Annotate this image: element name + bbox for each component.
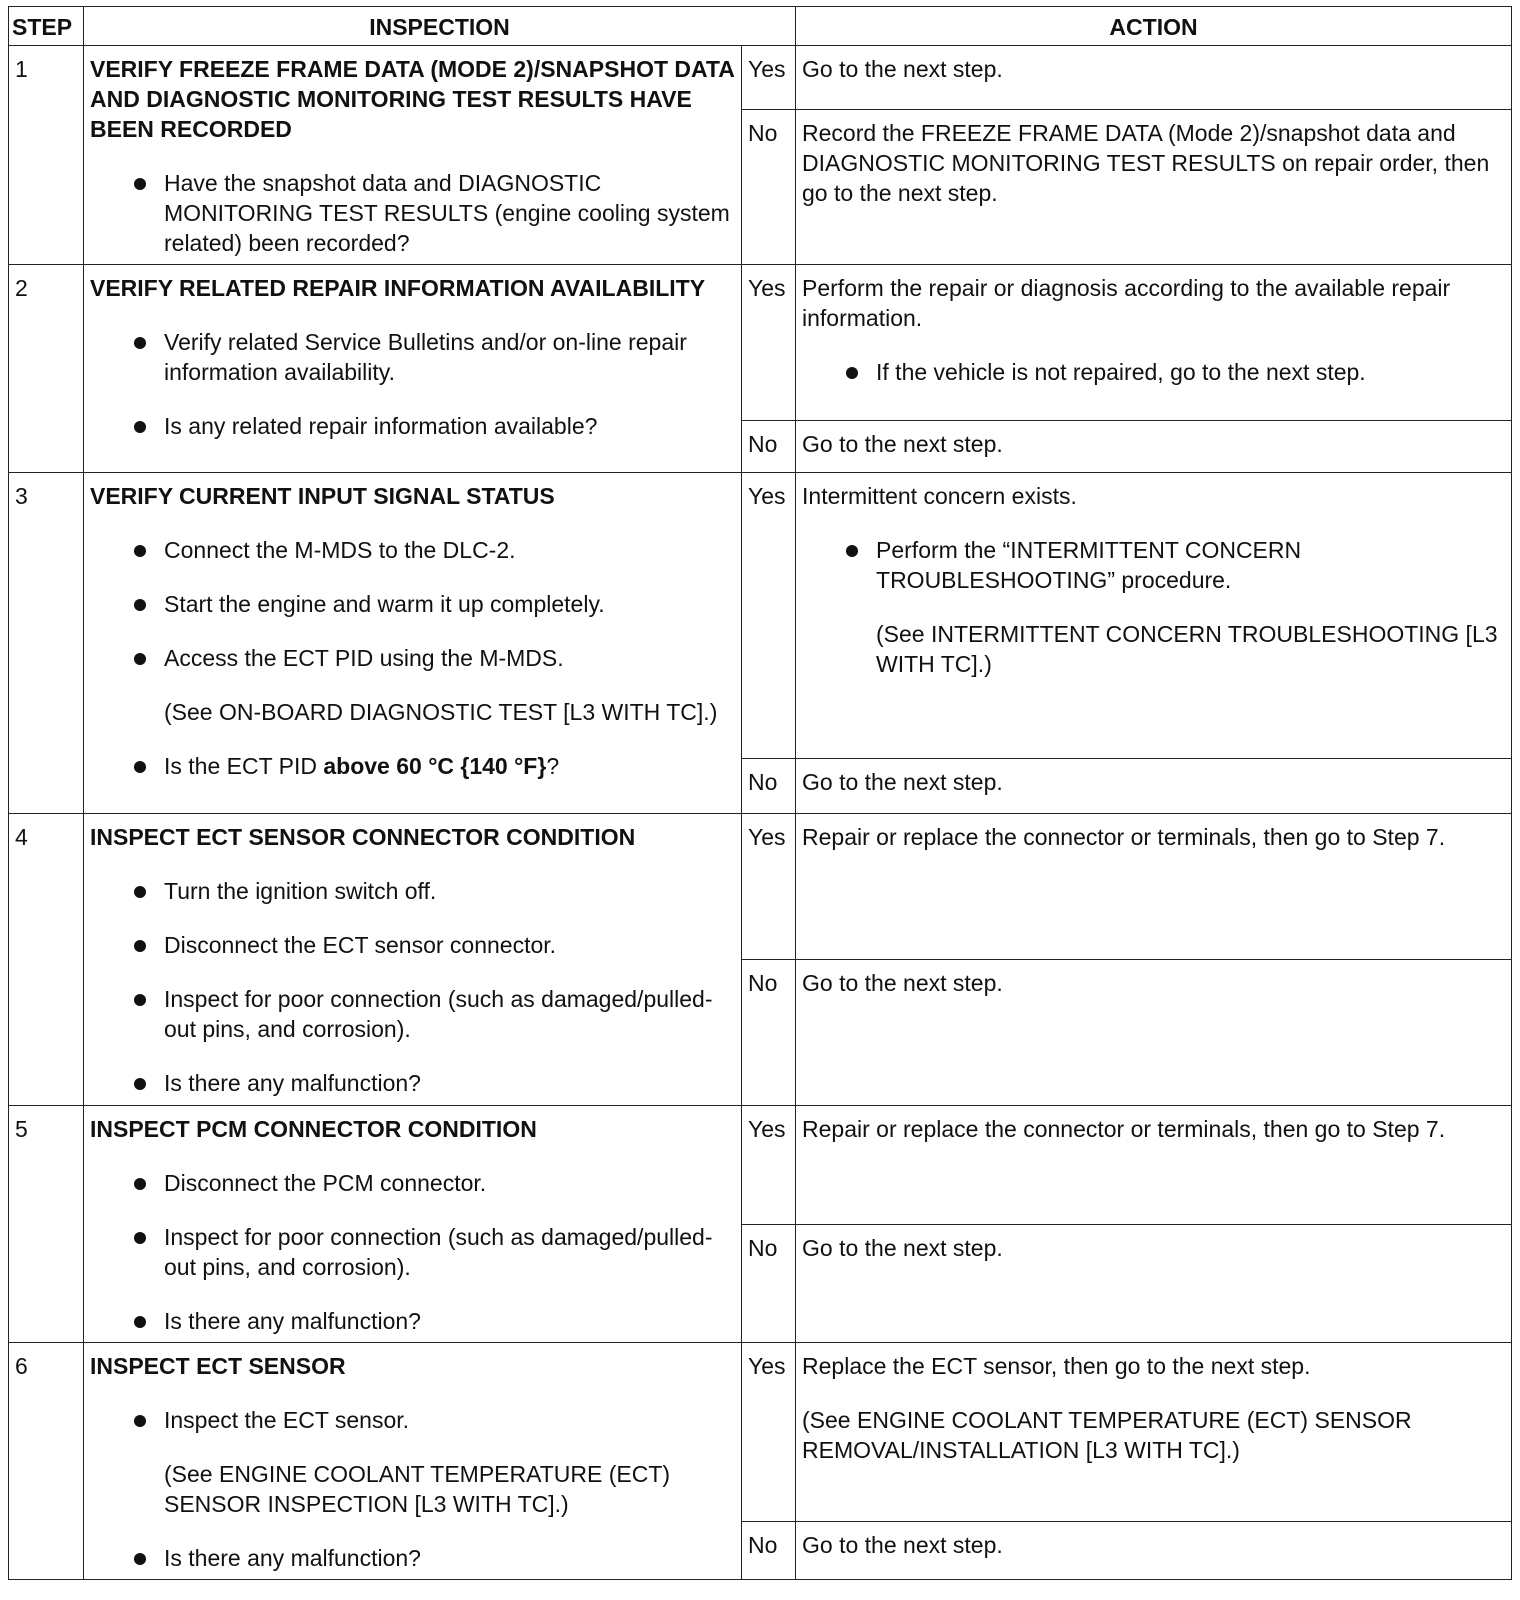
question-end: ? <box>546 753 560 779</box>
yes-action-text: Perform the repair or diagnosis according to the available repair information. <box>802 275 1451 331</box>
action-see-reference: (See INTERMITTENT CONCERN TROUBLESHOOTING [L3 WITH TC].) <box>876 621 1498 677</box>
see-reference: (See ON-BOARD DIAGNOSTIC TEST [L3 WITH TC].) <box>164 699 718 725</box>
header-step: STEP <box>9 7 84 46</box>
bullet-item: Connect the M-MDS to the DLC-2. <box>90 535 735 565</box>
yes-action: Repair or replace the connector or terminals, then go to Step 7. <box>796 1106 1512 1225</box>
yes-label: Yes <box>742 1343 796 1522</box>
no-action: Record the FREEZE FRAME DATA (Mode 2)/snapshot data and DIAGNOSTIC MONITORING TEST RESULTS on repair order, then go to the next step. <box>796 110 1512 265</box>
bullet-item: Inspect the ECT sensor. <box>90 1405 735 1435</box>
yes-action: Go to the next step. <box>796 46 1512 110</box>
yes-action <box>796 1343 1512 1522</box>
step-title: VERIFY FREEZE FRAME DATA (MODE 2)/SNAPSHOT DATA AND DIAGNOSTIC MONITORING TEST RESULTS HAVE BEEN RECORDED <box>90 56 735 142</box>
yes-action-bullets <box>802 357 1505 387</box>
no-action: Go to the next step. <box>796 421 1512 473</box>
yes-action-text: Intermittent concern exists. <box>802 483 1077 509</box>
step-title: INSPECT ECT SENSOR CONNECTOR CONDITION <box>90 824 636 850</box>
step-title: INSPECT PCM CONNECTOR CONDITION <box>90 1116 537 1142</box>
step-4-yes-row <box>9 814 1512 960</box>
step-question <box>90 751 735 781</box>
bullet-item: Is any related repair information available? <box>90 411 735 441</box>
step-inspection <box>84 265 742 473</box>
see-reference: (See ENGINE COOLANT TEMPERATURE (ECT) SENSOR INSPECTION [L3 WITH TC].) <box>164 1461 671 1517</box>
yes-action <box>796 265 1512 421</box>
step-bullets <box>90 876 735 1098</box>
action-bullet: If the vehicle is not repaired, go to the next step. <box>802 357 1505 387</box>
step-title: VERIFY CURRENT INPUT SIGNAL STATUS <box>90 483 555 509</box>
bullet-item: Have the snapshot data and DIAGNOSTIC MONITORING TEST RESULTS (engine cooling system related) been recorded? <box>90 168 735 258</box>
step-number: 3 <box>9 473 84 814</box>
yes-label: Yes <box>742 46 796 110</box>
action-see-reference: (See ENGINE COOLANT TEMPERATURE (ECT) SENSOR REMOVAL/INSTALLATION [L3 WITH TC].) <box>802 1407 1412 1463</box>
step-5-yes-row <box>9 1106 1512 1225</box>
step-bullets <box>90 327 735 441</box>
yes-action-bullets <box>802 535 1505 595</box>
bullet-item: Disconnect the PCM connector. <box>90 1168 735 1198</box>
step-number: 5 <box>9 1106 84 1343</box>
step-number: 1 <box>9 46 84 265</box>
yes-label: Yes <box>742 814 796 960</box>
header-inspection: INSPECTION <box>84 7 796 46</box>
step-inspection <box>84 473 742 814</box>
no-label: No <box>742 1521 796 1579</box>
bullet-item: Start the engine and warm it up completely. <box>90 589 735 619</box>
step-inspection <box>84 1106 742 1343</box>
no-action: Go to the next step. <box>796 1224 1512 1343</box>
bullet-item: Access the ECT PID using the M-MDS. <box>90 643 735 673</box>
step-3-yes-row <box>9 473 1512 759</box>
no-label: No <box>742 1224 796 1343</box>
bullet-item: Turn the ignition switch off. <box>90 876 735 906</box>
step-question <box>90 1543 735 1573</box>
step-title: VERIFY RELATED REPAIR INFORMATION AVAILABILITY <box>90 275 706 301</box>
step-inspection <box>84 814 742 1106</box>
step-inspection <box>84 1343 742 1580</box>
yes-action: Repair or replace the connector or terminals, then go to Step 7. <box>796 814 1512 960</box>
bullet-item: Is there any malfunction? <box>90 1543 735 1573</box>
no-action: Go to the next step. <box>796 1521 1512 1579</box>
bullet-item: Is there any malfunction? <box>90 1306 735 1336</box>
step-1-yes-row <box>9 46 1512 110</box>
yes-label: Yes <box>742 473 796 759</box>
step-bullets <box>90 535 735 673</box>
bullet-item: Verify related Service Bulletins and/or on-line repair information availability. <box>90 327 735 387</box>
header-action: ACTION <box>796 7 1512 46</box>
question-text: Is the ECT PID <box>164 753 324 779</box>
step-6-yes-row <box>9 1343 1512 1522</box>
yes-label: Yes <box>742 265 796 421</box>
diagnostic-table <box>8 6 1512 1580</box>
yes-action-text: Replace the ECT sensor, then go to the next step. <box>802 1353 1311 1379</box>
question-value: above 60 °C {140 °F} <box>323 753 547 779</box>
step-number: 2 <box>9 265 84 473</box>
bullet-item: Inspect for poor connection (such as damaged/pulled-out pins, and corrosion). <box>90 984 735 1044</box>
header-row <box>9 7 1512 46</box>
yes-label: Yes <box>742 1106 796 1225</box>
step-inspection <box>84 46 742 265</box>
yes-action <box>796 473 1512 759</box>
step-number: 4 <box>9 814 84 1106</box>
no-action: Go to the next step. <box>796 960 1512 1106</box>
action-bullet: Perform the “INTERMITTENT CONCERN TROUBLESHOOTING” procedure. <box>802 535 1505 595</box>
no-label: No <box>742 110 796 265</box>
no-label: No <box>742 960 796 1106</box>
step-2-yes-row <box>9 265 1512 421</box>
step-number: 6 <box>9 1343 84 1580</box>
bullet-item: Disconnect the ECT sensor connector. <box>90 930 735 960</box>
step-bullets <box>90 1168 735 1336</box>
no-label: No <box>742 759 796 814</box>
no-action: Go to the next step. <box>796 759 1512 814</box>
step-bullets <box>90 1405 735 1435</box>
step-bullets <box>90 168 735 258</box>
bullet-item: Is there any malfunction? <box>90 1068 735 1098</box>
step-title: INSPECT ECT SENSOR <box>90 1353 346 1379</box>
bullet-item <box>90 751 735 781</box>
no-label: No <box>742 421 796 473</box>
bullet-item: Inspect for poor connection (such as damaged/pulled-out pins, and corrosion). <box>90 1222 735 1282</box>
